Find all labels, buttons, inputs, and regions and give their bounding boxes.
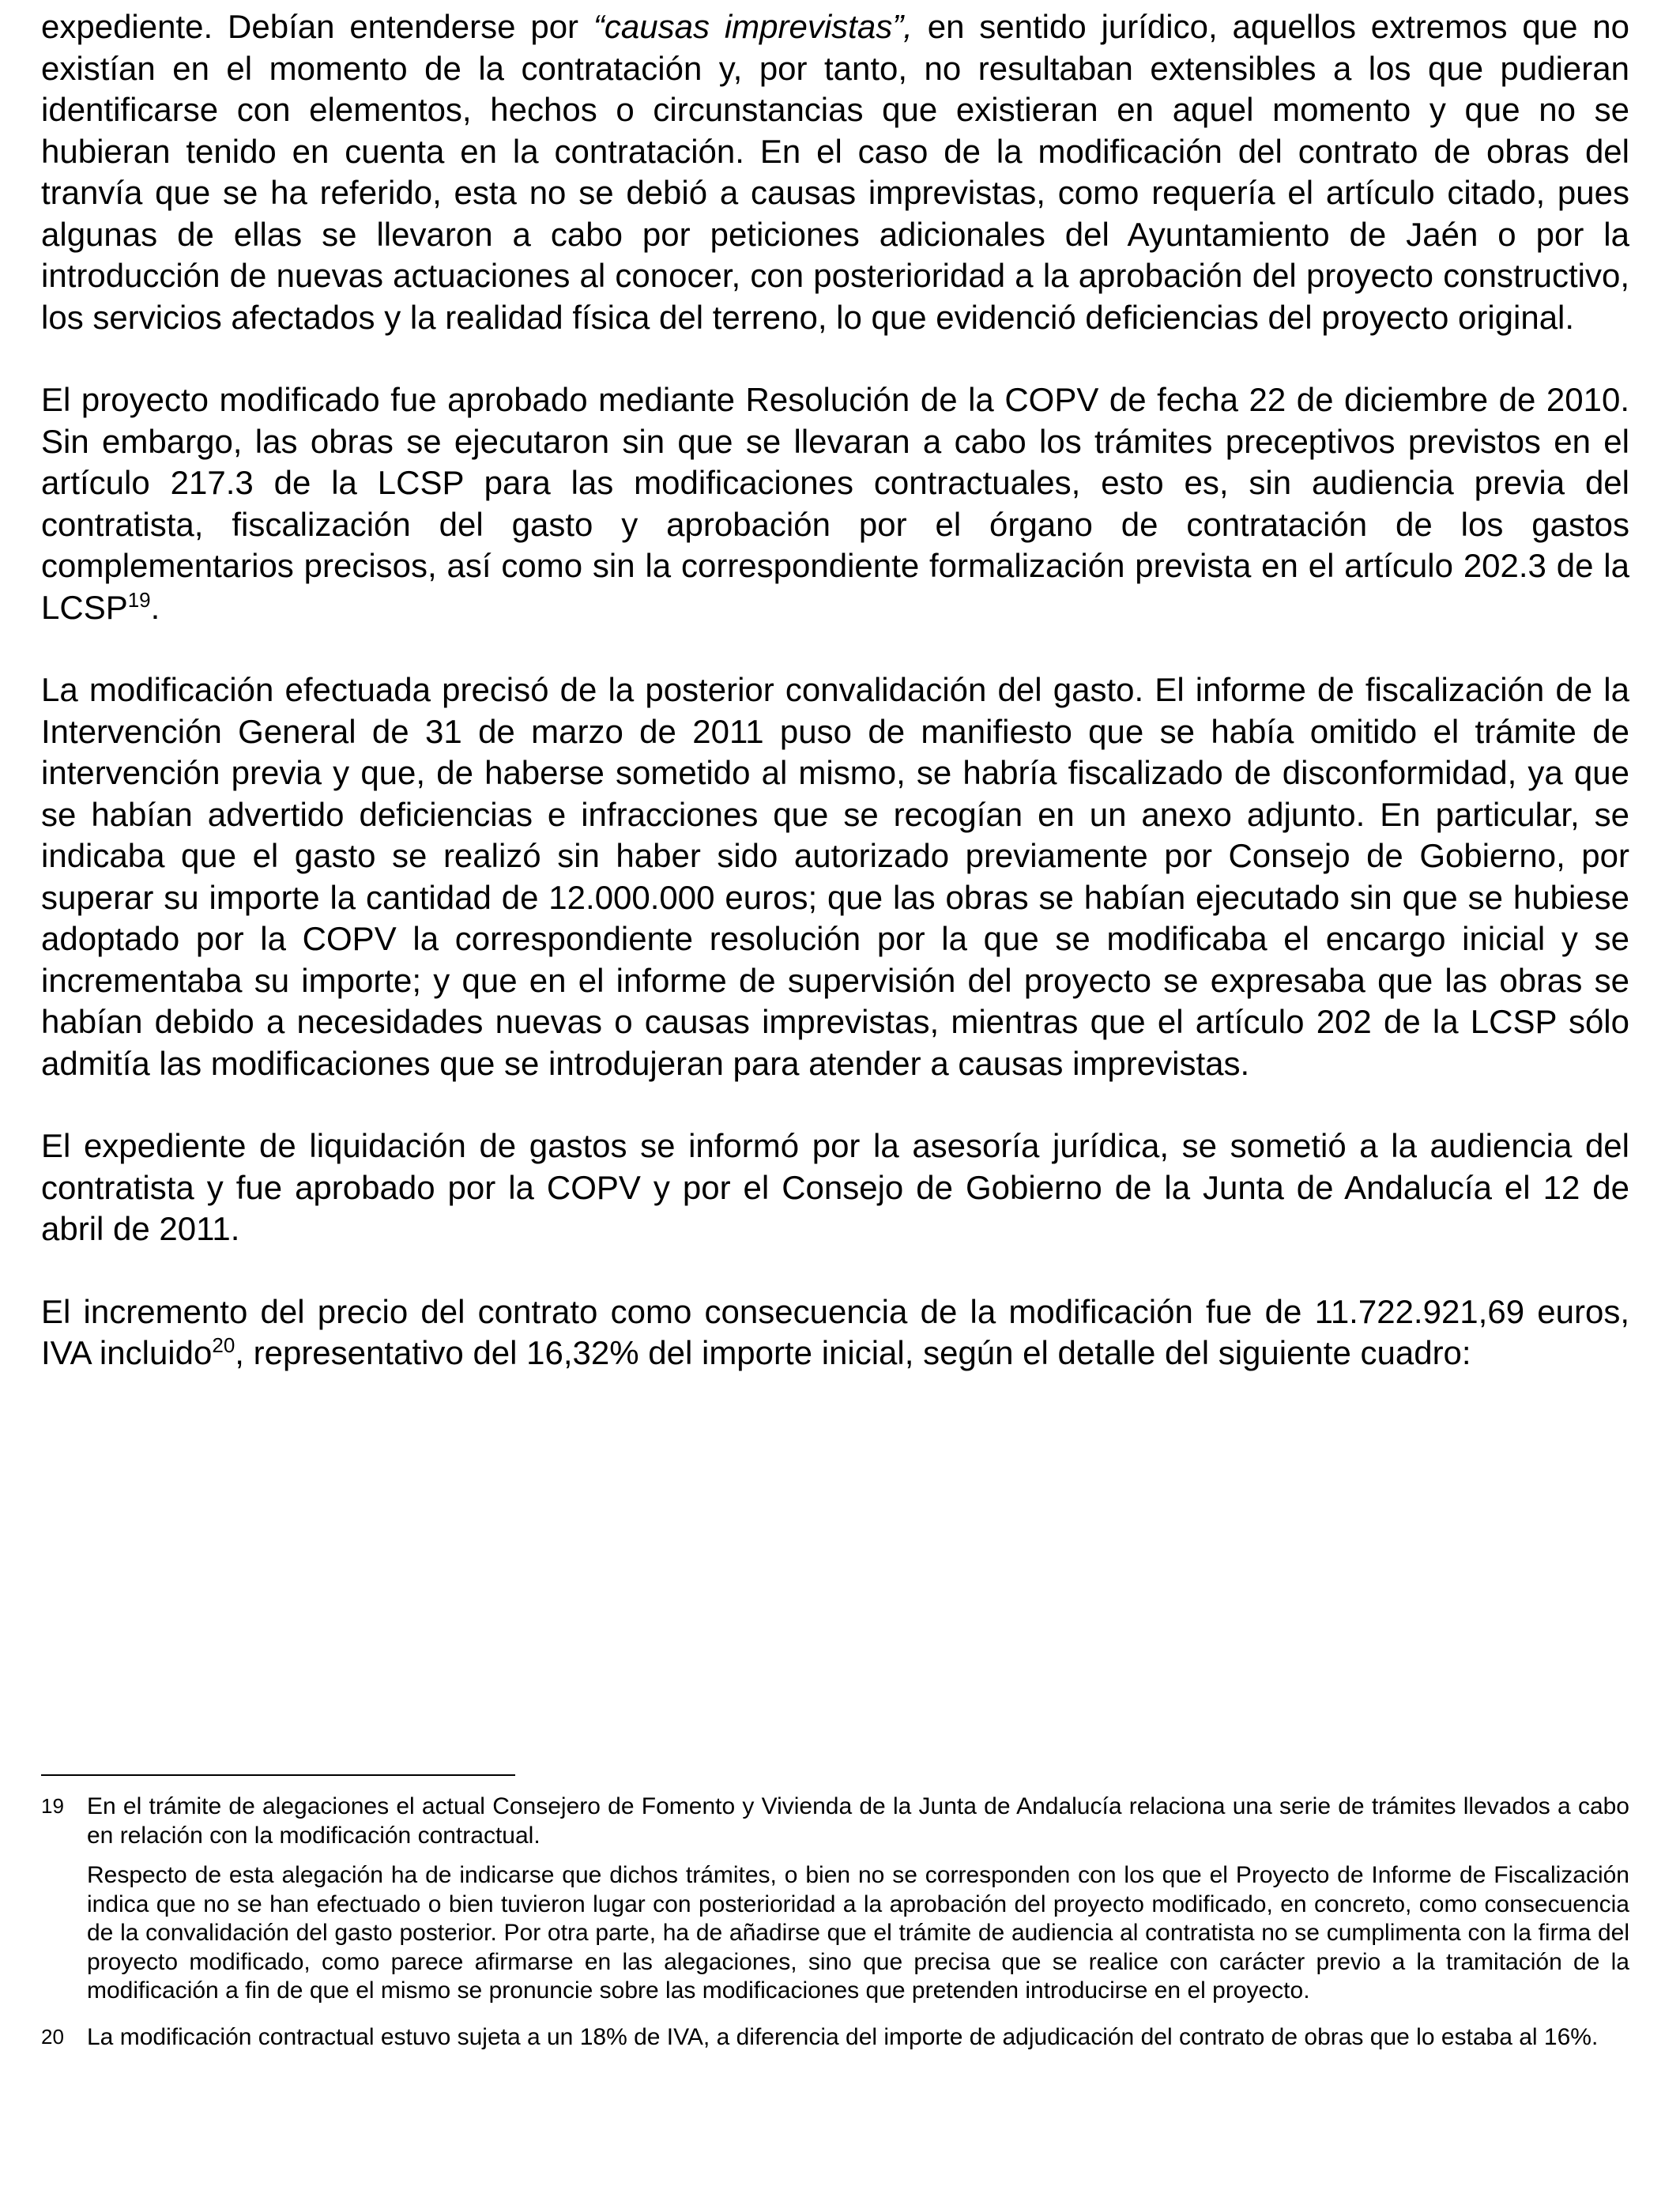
- italic-quote: “causas imprevistas”,: [593, 8, 913, 45]
- footnote-20: [41, 2023, 1629, 2053]
- paragraph-text: en sentido jurídico, aquellos extremos que no existían en el momento de la contratación y, por tanto, no resultaban extensibles a los que pudieran identificarse con elementos, hechos o circunstancias que existieran en aquel momento y que no se hubieran tenido en cuenta en la contratación. En el caso de la modificación del contrato de obras del tranvía que se ha referido, esta no se debió a causas imprevistas, como requería el artículo citado, pues algunas de ellas se llevaron a cabo por peticiones adicionales del Ayuntamiento de Jaén o por la introducción de nuevas actuaciones al conocer, con posterioridad a la aprobación del proyecto constructivo, los servicios afectados y la realidad física del terreno, lo que evidenció deficiencias del proyecto original.: [41, 8, 1630, 336]
- paragraph-proyecto-modificado: [41, 379, 1629, 628]
- footnote-ref-19[interactable]: 19: [127, 587, 151, 612]
- footnote-paragraph: La modificación contractual estuvo sujeta a un 18% de IVA, a diferencia del importe de adjudicación del contrato de obras que lo estaba al 16%.: [87, 2023, 1599, 2050]
- footnote-ref-20[interactable]: 20: [212, 1333, 235, 1357]
- paragraph-text: El incremento del precio del contrato como consecuencia de la modificación fue de 11.722.921,69 euros, IVA incluido: [41, 1292, 1629, 1371]
- paragraph-text: .: [150, 588, 160, 626]
- paragraph-convalidacion: La modificación efectuada precisó de la posterior convalidación del gasto. El informe de fiscalización de la Intervención General de 31 de marzo de 2011 puso de manifiesto que se había omitido el trámite de intervención previa y que, de haberse sometido al mismo, se habría fiscalizado de disconformidad, ya que se habían advertido deficiencias e infracciones que se recogían en un anexo adjunto. En particular, se indicaba que el gasto se realizó sin haber sido autorizado previamente por Consejo de Gobierno, por superar su importe la cantidad de 12.000.000 euros; que las obras se habían ejecutado sin que se hubiese adoptado por la COPV la correspondiente resolución por la que se modificaba el encargo inicial y se incrementaba su importe; y que en el informe de supervisión del proyecto se expresaba que las obras se habían debido a necesidades nuevas o causas imprevistas, mientras que el artículo 202 de la LCSP sólo admitía las modificaciones que se introdujeran para atender a causas imprevistas.: [41, 671, 1629, 1082]
- footnote-body: [87, 1793, 1629, 2006]
- footnote-paragraph: Respecto de esta alegación ha de indicarse que dichos trámites, o bien no se corresponden con los que el Proyecto de Informe de Fiscalización indica que no se han efectuado o bien tuvieron lugar con posterioridad a la aprobación del proyecto modificado, en concreto, como consecuencia de la convalidación del gasto posterior. Por otra parte, ha de añadirse que el trámite de audiencia al contratista no se cumplimenta con la firma del proyecto modificado, como parece afirmarse en las alegaciones, sino que precisa que se realice con carácter previo a la tramitación de la modificación a fin de que el mismo se pronuncie sobre las modificaciones que pretenden introducirse en el proyecto.: [87, 1862, 1629, 2004]
- paragraph-liquidacion: El expediente de liquidación de gastos se informó por la asesoría jurídica, se sometió a la audiencia del contratista y fue aprobado por la COPV y por el Consejo de Gobierno de la Junta de Andalucía el 12 de abril de 2011.: [41, 1127, 1629, 1247]
- paragraph-causas-imprevistas: [41, 6, 1629, 338]
- footnote-19: [41, 1793, 1629, 2006]
- paragraph-text: El proyecto modificado fue aprobado mediante Resolución de la COPV de fecha 22 de diciembre de 2010. Sin embargo, las obras se ejecutaron sin que se llevaran a cabo los trámites preceptivos previstos en el artículo 217.3 de la LCSP para las modificaciones contractuales, esto es, sin audiencia previa del contratista, fiscalización del gasto y aprobación por el órgano de contratación de los gastos complementarios precisos, así como sin la correspondiente formalización prevista en el artículo 202.3 de la LCSP: [41, 381, 1629, 626]
- footnote-number: 20: [41, 2024, 64, 2049]
- paragraph-incremento: [41, 1291, 1629, 1374]
- footnote-number: 19: [41, 1794, 64, 1818]
- paragraph-text: , representativo del 16,32% del importe inicial, según el detalle del siguiente cuadro:: [235, 1334, 1471, 1371]
- document-body: [41, 0, 1629, 1374]
- footnote-body: [87, 2023, 1629, 2053]
- paragraph-text: expediente. Debían entenderse por: [41, 8, 593, 45]
- footnote-separator: [41, 1774, 515, 1776]
- footnotes: [41, 1793, 1629, 2052]
- footnote-paragraph: En el trámite de alegaciones el actual Consejero de Fomento y Vivienda de la Junta de Andalucía relaciona una serie de trámites llevados a cabo en relación con la modificación contractual.: [87, 1793, 1629, 1849]
